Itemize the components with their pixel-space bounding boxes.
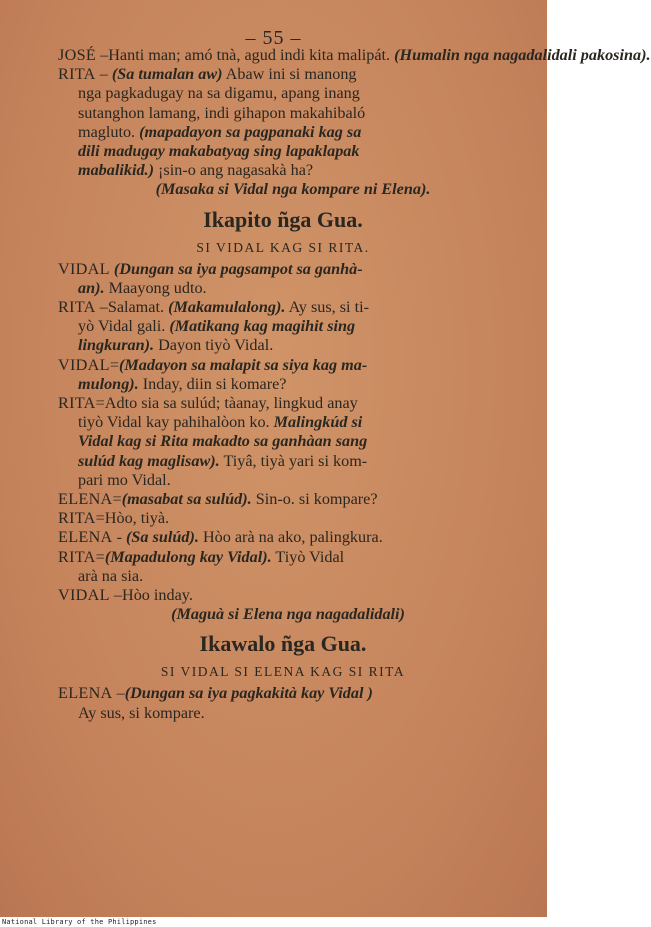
speaker-name: RITA	[58, 509, 96, 528]
stage-direction: (mapadayon sa pagpanaki kag sa	[139, 122, 362, 141]
dialogue-text: Maayong udto.	[104, 278, 207, 297]
text-block-2	[58, 260, 508, 606]
speaker-name: RITA	[58, 547, 96, 566]
dialogue-text: yò Vidal gali.	[78, 317, 170, 336]
text-line	[58, 279, 508, 298]
stage-direction: mabalikid.)	[78, 161, 154, 180]
text-line	[58, 432, 508, 451]
stage-direction: (Sa sulúd).	[126, 528, 199, 547]
speaker-name: ELENA	[58, 684, 113, 703]
text-line	[58, 528, 508, 547]
dialogue-text: arà na sia.	[78, 566, 144, 585]
stage-direction: (Sa tumalan aw)	[111, 65, 223, 84]
text-line	[58, 317, 508, 336]
speaker-name: RITA	[58, 298, 96, 317]
dialogue-text: pari mo Vidal.	[78, 470, 171, 489]
text-line	[58, 413, 508, 432]
speaker-name: VIDAL	[58, 259, 110, 278]
stage-direction: (Humalin nga nagadalidali pakosina).	[394, 46, 651, 64]
dialogue-text: –Hòo inday.	[109, 586, 193, 605]
dialogue-text: Sin-o. si kompare?	[251, 490, 378, 509]
dialogue-text: –Hanti man; amó tnà, agud indi kita malipát.	[96, 46, 395, 64]
stage-direction: an).	[78, 278, 105, 297]
dialogue-text: =	[109, 355, 119, 374]
text-line	[58, 452, 508, 471]
dialogue-text: Dayon tiyò Vidal.	[154, 336, 274, 355]
stage-direction: dili madugay makabatyag sing lapaklapak	[78, 142, 360, 161]
text-line	[58, 46, 651, 65]
text-line	[58, 123, 508, 142]
text-line	[58, 161, 508, 180]
dialogue-text: –Salamat.	[95, 298, 169, 317]
stage-direction: (Dungan sa iya pagsampot sa ganhà-	[113, 259, 363, 278]
page-number: – 55 –	[245, 27, 302, 49]
dialogue-text: –	[95, 65, 112, 84]
stage-direction: (Makamulalong).	[168, 298, 286, 317]
text-block-3	[58, 684, 508, 722]
text-line	[58, 356, 508, 375]
stage-direction: lingkuran).	[78, 336, 155, 355]
dialogue-text: –	[112, 684, 125, 703]
dialogue-text: =	[112, 490, 122, 509]
text-line	[58, 375, 508, 394]
stage-direction: (Dungan sa iya pagkakità kay Vidal )	[124, 684, 373, 703]
stage-direction: (masabat sa sulúd).	[121, 490, 252, 509]
text-line	[58, 471, 508, 490]
scene-heading-7: Ikapito ñga Gua.	[203, 206, 363, 232]
scene-characters-7: SI VIDAL KAG SI RITA.	[196, 239, 370, 255]
dialogue-text: Inday, diin si komare?	[138, 374, 287, 393]
dialogue-text: tiyò Vidal kay pahihalòon ko.	[78, 413, 274, 432]
speaker-name: ELENA	[58, 528, 113, 547]
stage-direction-1: (Masaka si Vidal nga kompare ni Elena).	[155, 180, 431, 199]
stage-direction: Vidal kag si Rita makadto sa ganhàan sang	[78, 432, 368, 451]
text-line	[58, 260, 508, 279]
stage-direction: mulong).	[78, 374, 139, 393]
dialogue-text: Tiyò Vidal	[271, 547, 345, 566]
text-line	[58, 65, 508, 84]
stage-direction: (Madayon sa malapit sa siya kag ma-	[119, 355, 368, 374]
dialogue-text: Ay sus, si kompare.	[78, 703, 205, 722]
text-line	[58, 586, 508, 605]
stage-direction: (Matikang kag magihit sing	[169, 317, 356, 336]
footer-credit: National Library of the Philippines	[2, 918, 157, 926]
dialogue-text: sutanghon lamang, indi gihapon makahibaló	[78, 103, 366, 122]
speaker-name: ELENA	[58, 490, 113, 509]
dialogue-text: -	[112, 528, 127, 547]
dialogue-text: Abaw ini si manong	[222, 65, 357, 84]
dialogue-text: Tiyâ, tiyà yari si kom-	[219, 451, 368, 470]
text-line	[58, 298, 508, 317]
speaker-name: VIDAL	[58, 586, 110, 605]
speaker-name: RITA	[58, 394, 96, 413]
text-block-1	[58, 46, 651, 180]
text-line	[58, 104, 508, 123]
stage-direction: Malingkúd si	[273, 413, 363, 432]
stage-direction: (Mapadulong kay Vidal).	[104, 547, 272, 566]
speaker-name: JOSÉ	[58, 46, 97, 64]
text-line	[58, 548, 508, 567]
dialogue-text: Hòo arà na ako, palingkura.	[198, 528, 383, 547]
text-line	[58, 84, 508, 103]
dialogue-text: nga pagkadugay na sa digamu, apang inang	[78, 84, 360, 103]
text-line	[58, 142, 508, 161]
text-line	[58, 336, 508, 355]
dialogue-text: magluto.	[78, 122, 140, 141]
text-line	[58, 394, 508, 413]
text-line	[58, 704, 508, 723]
speaker-name: VIDAL	[58, 355, 110, 374]
text-line	[58, 509, 508, 528]
speaker-name: RITA	[58, 65, 96, 84]
scene-heading-8: Ikawalo ñga Gua.	[199, 631, 367, 657]
dialogue-text: Ay sus, si ti-	[285, 298, 369, 317]
dialogue-text: ¡sin-o ang nagasakà ha?	[154, 161, 314, 180]
page-text	[58, 46, 651, 723]
stage-direction: sulúd kag maglisaw).	[78, 451, 220, 470]
scene-characters-8: SI VIDAL SI ELENA KAG SI RITA	[160, 664, 406, 680]
text-line	[58, 567, 508, 586]
dialogue-text: =	[95, 547, 105, 566]
dialogue-text: =Adto sia sa sulúd; tàanay, lingkud anay	[95, 394, 358, 413]
dialogue-text: =Hòo, tiyà.	[95, 509, 170, 528]
text-line	[58, 490, 508, 509]
stage-direction-2: (Maguà si Elena nga nagadalidali)	[171, 605, 405, 624]
text-line	[58, 684, 508, 703]
